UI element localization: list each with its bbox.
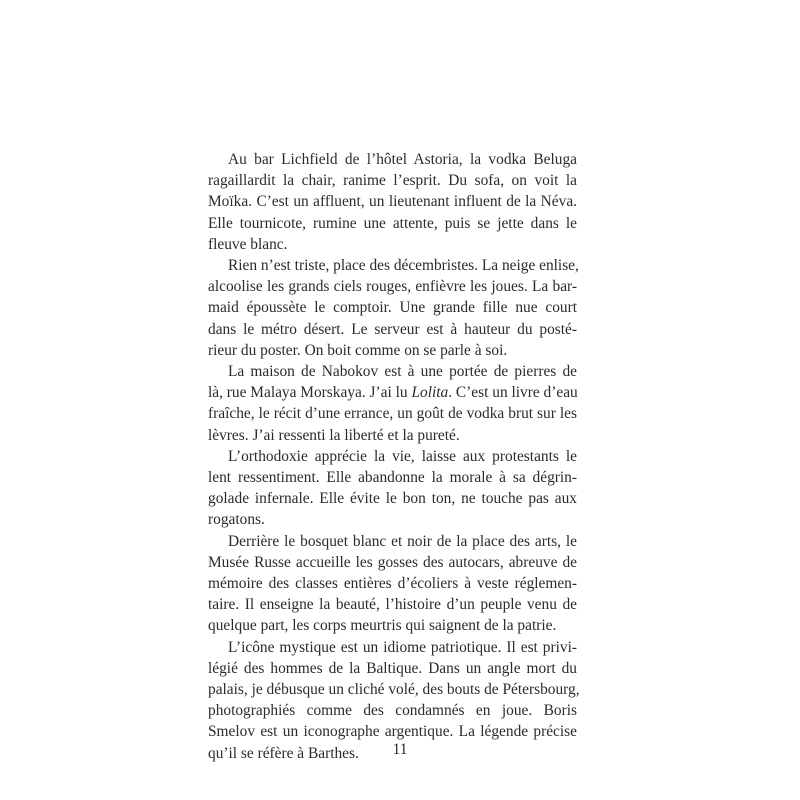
paragraph-1 bbox=[208, 149, 577, 255]
text-fragment: là, rue Malaya Morskaya. J’ai lu bbox=[208, 384, 412, 402]
text-line: quelque part, les corps meurtris qui saignent de la patrie. bbox=[208, 617, 557, 635]
text-line: légié des hommes de la Baltique. Dans un angle mort du bbox=[208, 659, 577, 677]
text-line: Moïka. C’est un affluent, un lieutenant influent de la Néva. bbox=[208, 193, 577, 211]
text-line: lèvres. J’ai ressenti la liberté et la pureté. bbox=[208, 426, 460, 444]
text-line: alcoolise les grands ciels rouges, enfièvre les joues. La bar- bbox=[208, 278, 577, 296]
text-line: Au bar Lichfield de l’hôtel Astoria, la vodka Beluga bbox=[228, 151, 577, 168]
text-line: dans le métro désert. Le serveur est à hauteur du posté- bbox=[208, 320, 577, 338]
text-line: lent ressentiment. Elle abandonne la morale à sa dégrin- bbox=[208, 469, 577, 487]
text-line: palais, je débusque un cliché volé, des bouts de Pétersbourg, bbox=[208, 681, 580, 699]
text-line: fleuve blanc. bbox=[208, 235, 288, 253]
text-line: L’orthodoxie apprécie la vie, laisse aux protestants le bbox=[228, 447, 577, 465]
paragraph-5 bbox=[208, 531, 577, 637]
text-line: photographiés comme des condamnés en joue. Boris bbox=[208, 702, 577, 720]
text-line: Elle tournicote, rumine une attente, puis se jette dans le bbox=[208, 214, 577, 232]
text-line: golade infernale. Elle évite le bon ton, ne touche pas aux bbox=[208, 490, 577, 508]
text-line: taire. Il enseigne la beauté, l’histoire d’un peuple venu de bbox=[208, 596, 577, 614]
text-line: maid époussète le comptoir. Une grande fille nue court bbox=[208, 299, 577, 317]
text-line bbox=[208, 382, 577, 403]
text-line: mémoire des classes entières d’écoliers à veste réglemen- bbox=[208, 575, 577, 593]
paragraph-4 bbox=[208, 446, 577, 531]
text-line: Musée Russe accueille les gosses des autocars, abreuve de bbox=[208, 553, 577, 571]
text-line: qu’il se réfère à Barthes. bbox=[208, 744, 359, 762]
text-line: Rien n’est triste, place des décembristes. La neige enlise, bbox=[228, 257, 579, 275]
body-text bbox=[208, 149, 580, 764]
text-line: La maison de Nabokov est à une portée de pierres de bbox=[228, 363, 577, 381]
text-fragment: . C’est un livre d’eau bbox=[448, 384, 578, 402]
text-line: Derrière le bosquet blanc et noir de la place des arts, le bbox=[228, 532, 577, 550]
paragraph-3 bbox=[208, 361, 577, 446]
text-line: rogatons. bbox=[208, 511, 265, 529]
text-line: Smelov est un iconographe argentique. La légende précise bbox=[208, 723, 577, 741]
text-line: L’icône mystique est un idiome patriotique. Il est privi- bbox=[228, 638, 577, 656]
text-line: fraîche, le récit d’une errance, un goût de vodka brut sur les bbox=[208, 405, 577, 423]
page-number: 11 bbox=[392, 741, 408, 758]
book-title-italic: Lolita bbox=[411, 384, 449, 402]
text-line: ragaillardit la chair, ranime l’esprit. Du sofa, on voit la bbox=[208, 172, 577, 190]
paragraph-2 bbox=[208, 255, 577, 361]
text-line: rieur du poster. On boit comme on se parle à soi. bbox=[208, 341, 508, 359]
